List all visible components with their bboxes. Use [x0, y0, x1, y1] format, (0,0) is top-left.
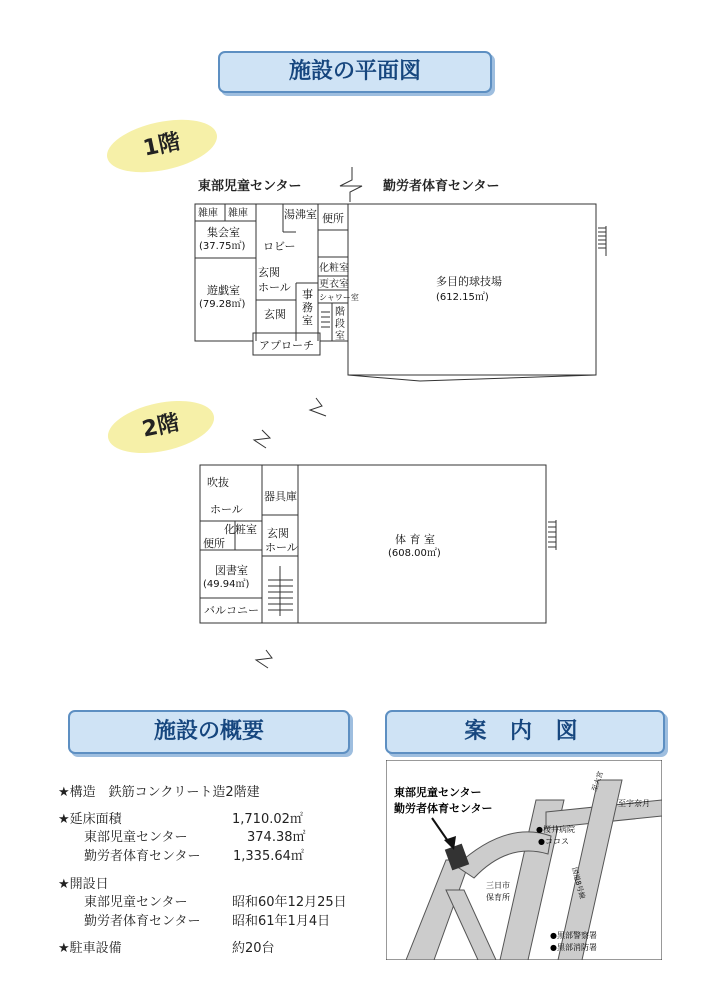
- map-label: 東部児童センター: [394, 786, 482, 799]
- spec-opening-label: ★開設日: [58, 877, 109, 892]
- spec-structure: ★構造 鉄筋コンクリート造2階建: [58, 785, 260, 800]
- guide-map: [386, 760, 662, 960]
- map-nursery: 三日市: [486, 881, 510, 890]
- room-storage2: 雑庫: [228, 208, 248, 219]
- room-play: 遊戯室: [207, 284, 240, 297]
- room-storage1: 雑庫: [198, 208, 218, 219]
- map-police: ●黒部警察署: [550, 931, 597, 940]
- room-toilet: 便所: [322, 212, 344, 225]
- room-powder: 化粧室: [224, 523, 257, 536]
- room-stairs: 段: [335, 319, 345, 330]
- floorplan-heading: 施設の平面図: [218, 51, 492, 93]
- floor2-outline: [200, 465, 546, 623]
- spec-worker-center-area: 1,335.64㎡: [233, 849, 304, 864]
- room-hall: ホール: [210, 503, 243, 516]
- map-route: 国道8号線: [570, 866, 587, 900]
- room-library: 図書室: [215, 564, 248, 577]
- spec-parking-value: 約20台: [232, 941, 275, 956]
- room-assembly: 集会室: [207, 226, 240, 239]
- room-entrance-hall: 玄関: [258, 266, 280, 279]
- break-mark: [254, 430, 270, 448]
- room-arena-area: (612.15㎡): [436, 292, 489, 303]
- room-office: 事: [302, 288, 313, 301]
- room-assembly-area: (37.75㎡): [199, 241, 246, 252]
- spec-child-center-area: 374.38㎡: [247, 830, 306, 845]
- spec-worker-open-name: 勤労者体育センター: [84, 914, 201, 929]
- map-heading: 案 内 図: [385, 710, 665, 754]
- arena-stairs: [548, 520, 556, 550]
- spec-child-open-name: 東部児童センター: [84, 895, 188, 910]
- spec-worker-open-date: 昭和61年1月4日: [232, 914, 331, 929]
- room-office: 室: [302, 314, 313, 327]
- room-stairs: 室: [335, 331, 345, 342]
- spec-parking-label: ★駐車設備: [58, 941, 122, 956]
- room-entrance: 玄関: [264, 308, 286, 321]
- room-arena: 多目的球技場: [436, 275, 502, 288]
- room-entrance-hall: 玄関: [267, 527, 289, 540]
- floor2-badge: 2階: [103, 392, 219, 461]
- room-lobby: ロビー: [263, 240, 296, 253]
- room-entrance-hall: ホール: [258, 281, 291, 294]
- room-gym: 体 育 室: [395, 533, 435, 546]
- overview-heading: 施設の概要: [68, 710, 350, 754]
- spec-worker-center: 勤労者体育センター: [84, 849, 201, 864]
- room-void: 吹抜: [207, 476, 229, 489]
- map-hospital: ●桜井病院: [536, 825, 575, 834]
- building-label-worker-center: 勤労者体育センター: [383, 179, 500, 194]
- spec-floor-area-label: ★延床面積: [58, 812, 122, 827]
- map-road-north: 至大宮: [590, 770, 606, 793]
- room-balcony: バルコニー: [204, 604, 259, 617]
- room-approach: アプローチ: [259, 339, 314, 352]
- room-equipment: 器具庫: [264, 490, 297, 503]
- map-nursery: 保育所: [486, 893, 510, 902]
- room-gym-area: (608.00㎡): [388, 548, 441, 559]
- map-label: 勤労者体育センター: [394, 802, 493, 815]
- floor1-badge: 1階: [102, 111, 222, 181]
- spec-child-open-date: 昭和60年12月25日: [232, 895, 347, 910]
- map-store: ●ココス: [538, 837, 569, 846]
- room-stairs: 階: [335, 307, 345, 318]
- break-mark: [310, 398, 326, 416]
- room-library-area: (49.94㎡): [203, 579, 250, 590]
- spec-child-center: 東部児童センター: [84, 830, 188, 845]
- map-road-east: 至宇奈月: [618, 799, 650, 808]
- arena-stairs: [598, 226, 606, 256]
- room-boiler: 湯沸室: [284, 208, 317, 221]
- room-office: 務: [302, 301, 313, 314]
- arena-room: [348, 204, 596, 375]
- break-mark: [340, 167, 362, 202]
- room-locker: 更衣室: [319, 279, 349, 290]
- building-label-child-center: 東部児童センター: [198, 179, 302, 194]
- room-powder: 化粧室: [319, 263, 349, 274]
- break-mark: [256, 650, 272, 668]
- room-entrance-hall: ホール: [265, 541, 298, 554]
- room-play-area: (79.28㎡): [199, 299, 246, 310]
- map-fire: ●黒部消防署: [550, 943, 597, 952]
- room-toilet: 便所: [203, 537, 225, 550]
- room-shower: シャワー室: [319, 293, 359, 302]
- spec-floor-area-total: 1,710.02㎡: [232, 812, 303, 827]
